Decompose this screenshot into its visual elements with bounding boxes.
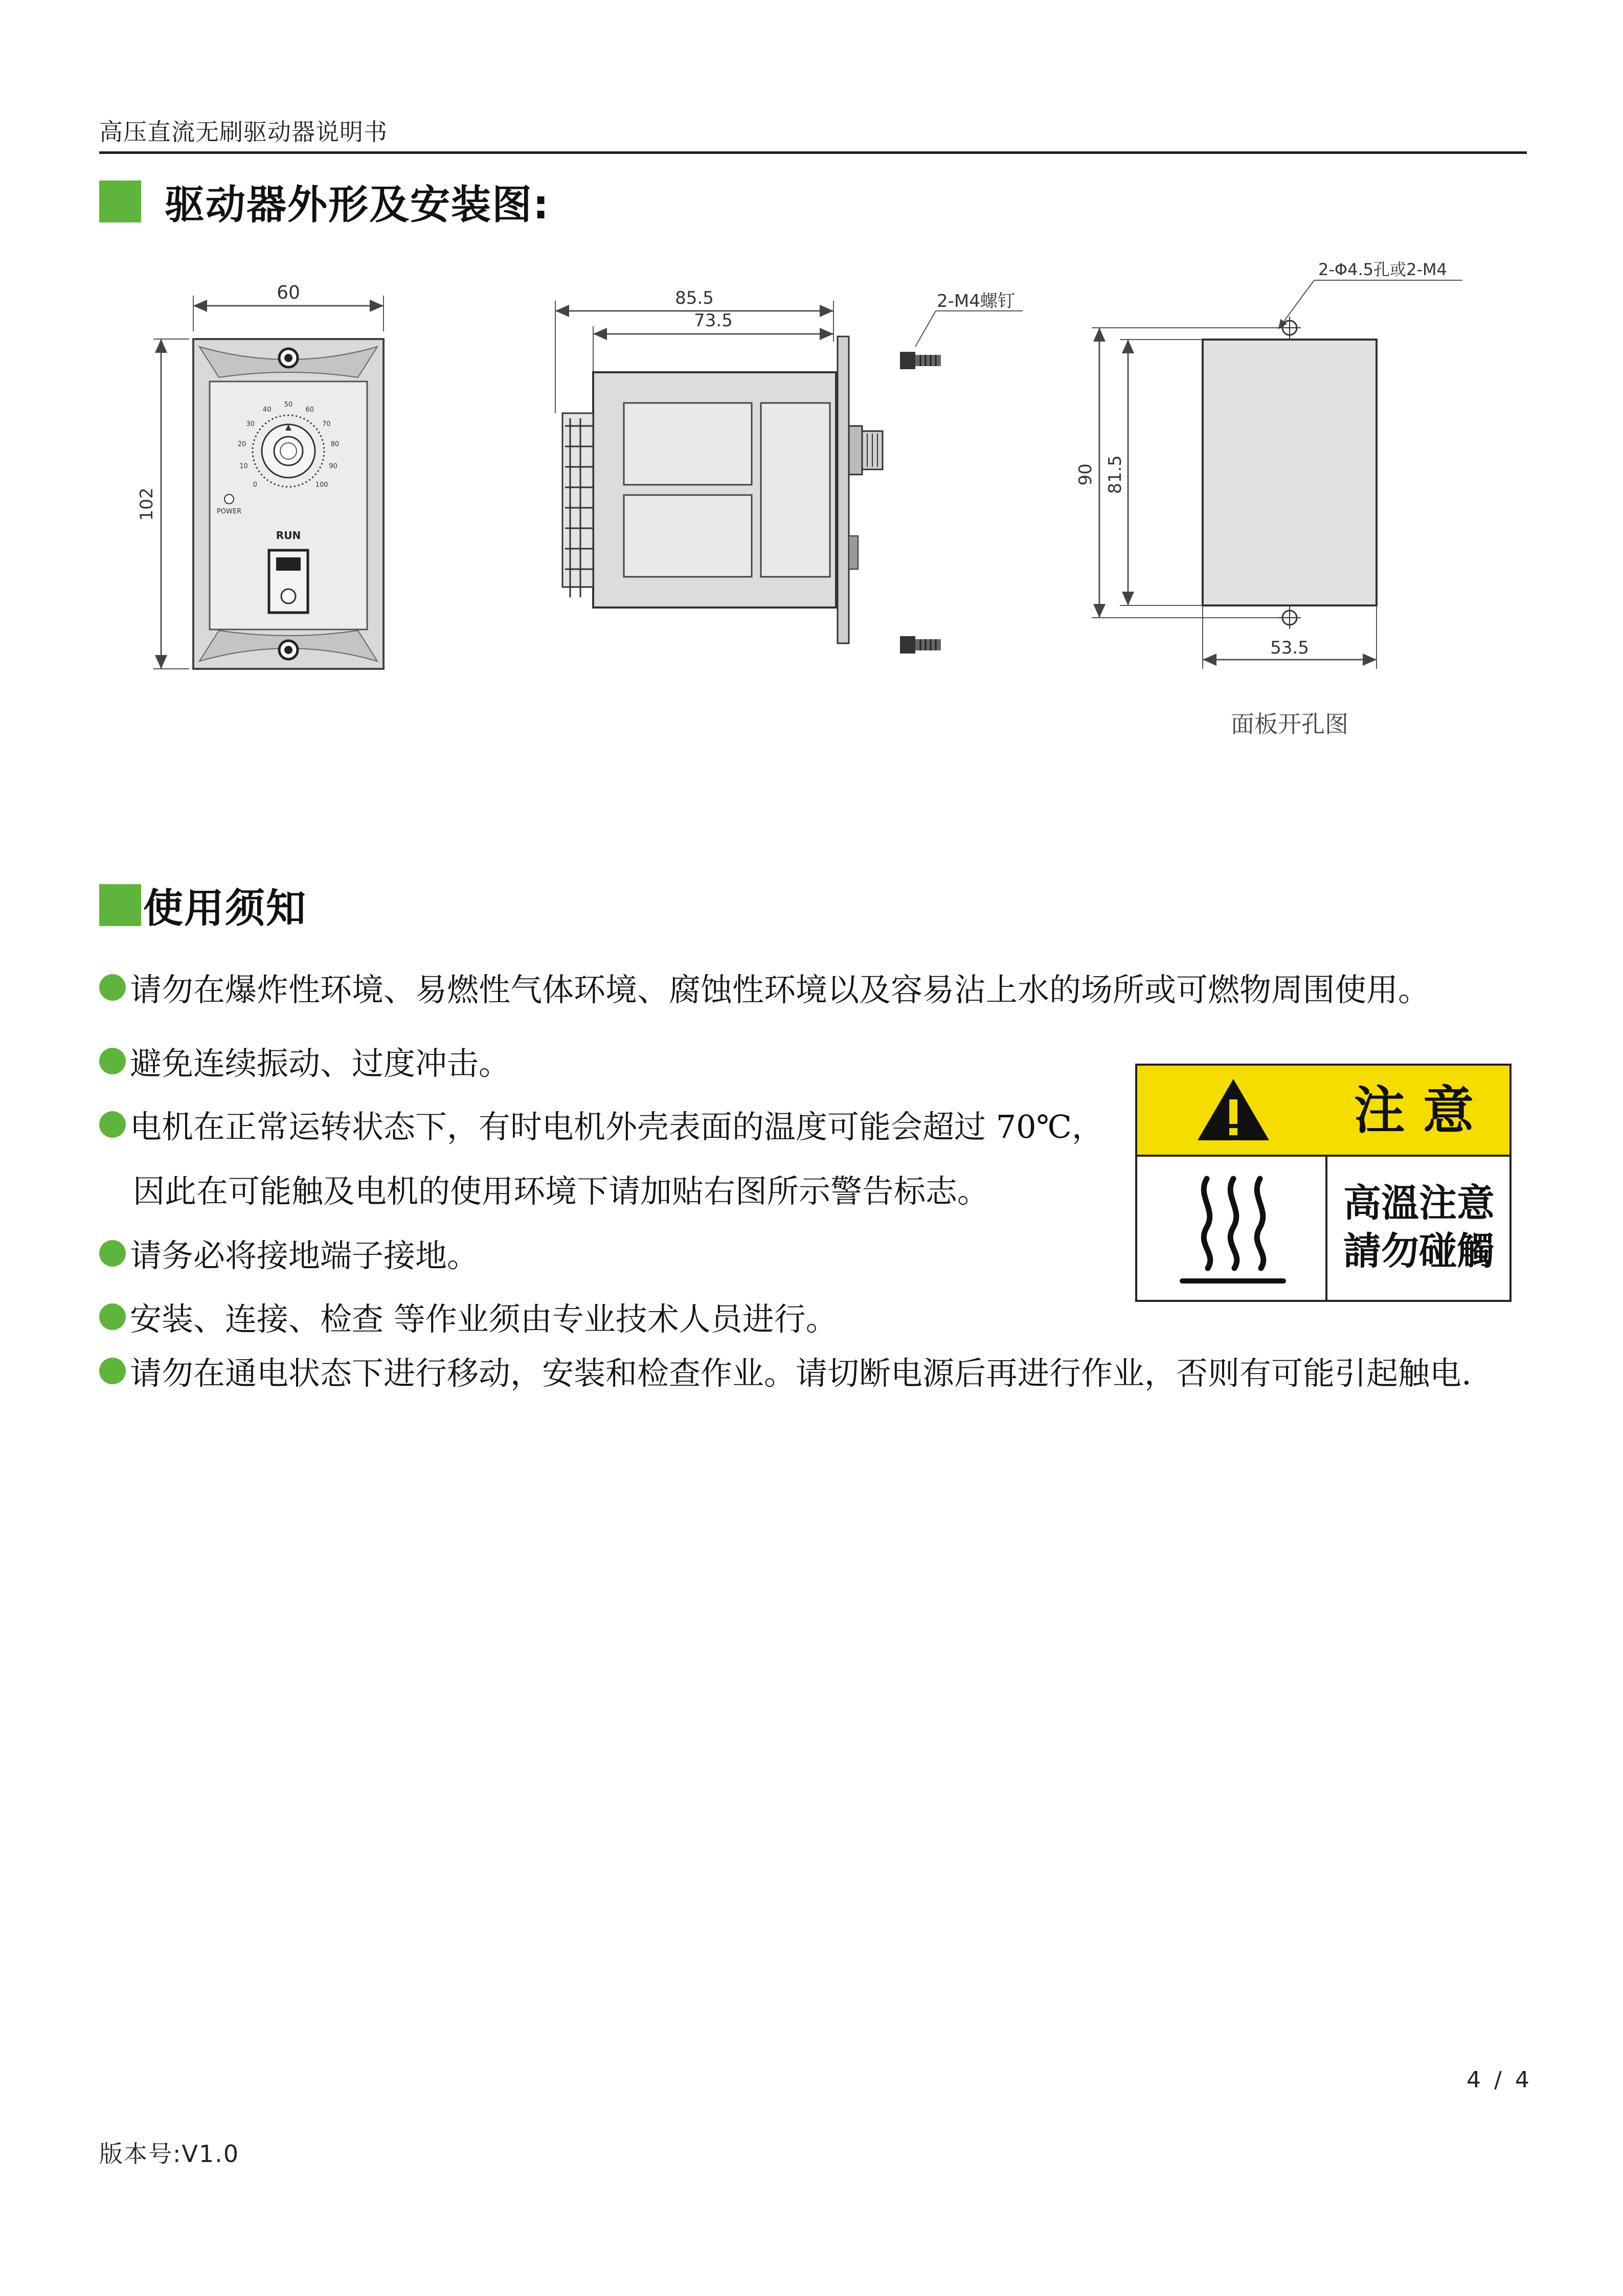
screw-icon xyxy=(900,636,941,654)
header-rule xyxy=(99,151,1527,154)
front-height-dim: 102 xyxy=(137,487,157,521)
cutout-height-inner-dim: 81.5 xyxy=(1105,455,1125,494)
note-item xyxy=(99,964,1430,1010)
note-item xyxy=(99,1230,479,1276)
cutout-view-drawing xyxy=(1075,260,1462,738)
note-item xyxy=(99,1348,1472,1393)
note-item xyxy=(99,1101,1103,1147)
section-marker xyxy=(99,181,141,222)
note-continuation xyxy=(99,1166,989,1211)
dial-tick-label: 40 xyxy=(262,406,272,414)
bullet-icon xyxy=(99,1240,126,1267)
section-marker xyxy=(99,884,141,926)
note-text: 避免连续振动、过度冲击。 xyxy=(130,1045,511,1082)
bullet-icon xyxy=(99,1111,126,1138)
document-header-title: 高压直流无刷驱动器说明书 xyxy=(99,118,388,146)
note-text: 请勿在通电状态下进行移动，安装和检查作业。请切断电源后再进行作业，否则有可能引起触电. xyxy=(130,1355,1472,1392)
bullet-icon xyxy=(99,974,126,1001)
dial-tick-label: 100 xyxy=(315,481,328,489)
dial-tick-label: 70 xyxy=(322,420,331,428)
cutout-width-dim: 53.5 xyxy=(1270,638,1309,658)
note-text: 安装、连接、检查 等作业须由专业技术人员进行。 xyxy=(130,1300,838,1338)
section-outline-heading xyxy=(99,173,550,230)
note-text: 请勿在爆炸性环境、易燃性气体环境、腐蚀性环境以及容易沾上水的场所或可燃物周围使用。 xyxy=(130,971,1430,1008)
front-view-drawing xyxy=(137,282,384,669)
dial-tick-label: 50 xyxy=(284,401,293,409)
side-depth-total-dim: 85.5 xyxy=(675,288,714,308)
run-switch-label: RUN xyxy=(276,529,301,542)
dial-tick-label: 90 xyxy=(329,462,337,470)
cutout-caption: 面板开孔图 xyxy=(1231,710,1348,738)
warning-title: 注 意 xyxy=(1354,1081,1474,1140)
dial-tick-label: 60 xyxy=(305,406,314,414)
warning-line-2: 請勿碰觸 xyxy=(1343,1229,1495,1273)
page-number: 4 / 4 xyxy=(1467,2067,1532,2093)
dial-tick-label: 0 xyxy=(253,481,258,489)
dial-tick-label: 80 xyxy=(330,440,340,448)
section-usage-heading xyxy=(99,876,307,934)
dial-tick-label: 20 xyxy=(237,440,246,448)
side-view-drawing xyxy=(555,288,1023,654)
dial-tick-label: 10 xyxy=(239,462,248,470)
hole-label: 2-Φ4.5孔或2-M4 xyxy=(1318,260,1447,279)
outline-drawings xyxy=(118,244,1539,756)
note-text: 电机在正常运转状态下，有时电机外壳表面的温度可能会超过 70℃， xyxy=(130,1108,1103,1145)
section-outline-title: 驱动器外形及安装图: xyxy=(165,182,550,228)
section-usage-title: 使用须知 xyxy=(143,886,307,932)
side-depth-body-dim: 73.5 xyxy=(694,310,733,331)
hot-surface-warning-sign xyxy=(1135,1064,1512,1302)
note-item xyxy=(99,1294,838,1339)
note-item xyxy=(99,1038,510,1084)
dial-tick-label: 30 xyxy=(246,420,255,428)
note-text: 请务必将接地端子接地。 xyxy=(130,1237,479,1274)
terminal-block xyxy=(562,413,593,597)
screw-label: 2-M4螺钉 xyxy=(937,291,1015,311)
screw-icon xyxy=(900,352,941,369)
bullet-icon xyxy=(99,1303,126,1330)
bullet-icon xyxy=(99,1048,126,1074)
note-text: 因此在可能触及电机的使用环境下请加贴右图所示警告标志。 xyxy=(133,1173,989,1210)
bullet-icon xyxy=(99,1358,126,1384)
front-width-dim: 60 xyxy=(277,282,300,303)
warning-line-1: 高溫注意 xyxy=(1343,1181,1495,1225)
cutout-height-outer-dim: 90 xyxy=(1075,463,1096,486)
version-label: 版本号:V1.0 xyxy=(99,2140,240,2168)
power-indicator-label: POWER xyxy=(216,508,242,515)
